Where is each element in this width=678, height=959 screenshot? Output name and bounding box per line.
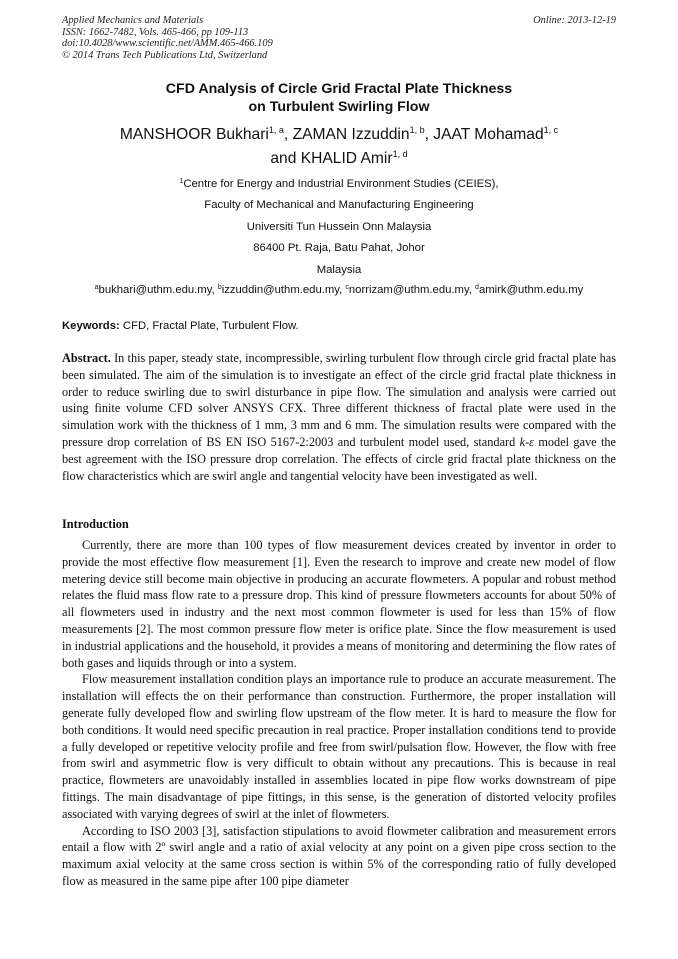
journal-name: Applied Mechanics and Materials [62, 15, 204, 26]
email-separator: , [468, 284, 476, 296]
email-list [62, 280, 616, 301]
journal-header [62, 15, 616, 61]
abstract-text: model gave the best agreement with the ISO pressure drop correlation. The effects of circle grid fractal plate thickness on the flow characteristics which are swirl angle and tangential velocity have been investigated as well. [62, 434, 616, 483]
abstract-paragraph [62, 350, 616, 484]
affiliation-line: Malaysia [316, 263, 362, 276]
email-mark: a [94, 284, 99, 291]
body-paragraph: According to ISO 2003 [3], satisfaction stipulations to avoid flowmeter calibration and measurement errors entail a flow with 2º swirl angle and a ratio of axial velocity at any point on a given pipe cross section to the maximum axial velocity at the same cross section is within 5% of the corresponding ratio of fully developed flow as measured in the same pipe after 100 pipe diameter [62, 823, 616, 888]
introduction-body [62, 537, 616, 890]
email-separator: , [339, 284, 346, 296]
issn-line: ISSN: 1662-7482, Vols. 465-466, pp 109-113 [62, 26, 249, 38]
author-and: and [270, 150, 301, 167]
author-list [62, 123, 616, 171]
affiliation-line: Universiti Tun Hussein Onn Malaysia [246, 220, 432, 233]
email-separator: , [211, 284, 218, 296]
authors-line-2 [62, 147, 616, 171]
author-name: MANSHOOR Bukhari [119, 126, 269, 143]
authors-line-1 [62, 123, 616, 147]
author-affiliation-mark: 1, d [392, 149, 408, 159]
turbulence-model-symbol: k-ε [519, 434, 535, 449]
author-separator: , [283, 126, 293, 143]
email-mark: c [345, 284, 349, 291]
keywords-line [62, 317, 616, 335]
abstract-text: In this paper, steady state, incompressible, swirling turbulent flow through circle grid fractal plate has been simulated. The aim of the simulation is to investigate an effect of the circle grid fractal plate thickness in order to reduce swirling due to swirl disturbance in pipe flow. The simulation and analysis were carried out using finite volume CFD solver ANSYS CFX. Three different thickness of fractal plate were used in the simulation work with the thickness of 1 mm, 3 mm and 6 mm. The simulation results were compared with the pressure drop correlation of BS EN ISO 5167-2:2003 and turbulent model used, standard [62, 351, 616, 449]
email-address[interactable]: bukhari@uthm.edu.my [98, 284, 212, 296]
keywords-text: CFD, Fractal Plate, Turbulent Flow. [119, 320, 299, 332]
author-name: ZAMAN Izzuddin [292, 126, 410, 143]
paper-title [62, 80, 616, 116]
affiliation-mark: 1 [179, 178, 184, 185]
affiliation-line: $^1$Centre for Energy and Industrial Environment Studies (CEIES), [179, 178, 499, 190]
author-affiliation-mark: 1, b [409, 125, 425, 135]
author-name: KHALID Amir [300, 150, 393, 167]
email-address[interactable]: norrizam@uthm.edu.my [348, 284, 469, 296]
online-date: Online: 2013-12-19 [533, 15, 616, 26]
title-line-2: on Turbulent Swirling Flow [248, 99, 430, 115]
copyright-line: © 2014 Trans Tech Publications Ltd, Switzerland [62, 49, 268, 61]
author-affiliation-mark: 1, c [543, 125, 559, 135]
email-mark: b [217, 284, 222, 291]
body-paragraph: Flow measurement installation condition plays an importance rule to produce an accurate measurement. The installation will effects the on their performance than construction. Furthermore, the proper installation will generate fully developed flow and swirling flow upstream of the flow meter. It is hard to measure the flow for both conditions. It would need specific precaution in real practice. Proper installation conditions tend to provide a fully developed or repetitive velocity profile and free from swirl/pulsation flow. However, the flow with free from swirl and asymmetric flow is very difficult to obtain without any precautions. This is because in real practice, flowmeters are unavoidably installed in assemblies located in pipe flow works downstream of pipe fittings. The main disadvantage of pipe fittings, in this sense, is the generation of distorted velocity profiles associated with varying degrees of swirl at the inlet of flowmeters. [62, 672, 616, 821]
section-heading: Introduction [62, 517, 129, 531]
author-affiliation-mark: 1, a [268, 125, 284, 135]
author-name: JAAT Mohamad [433, 126, 544, 143]
title-line-1: CFD Analysis of Circle Grid Fractal Plate Thickness [165, 81, 513, 97]
keywords-label: Keywords: [62, 320, 120, 332]
doi-line: doi:10.4028/www.scientific.net/AMM.465-466.109 [62, 38, 273, 49]
email-address[interactable]: amirk@uthm.edu.my [478, 284, 584, 296]
body-paragraph: Currently, there are more than 100 types of flow measurement devices created by inventor in order to provide the most effective flow measurement [1]. Even the research to improve and create new model of flow metering device still become main objective in producing an accurate flowmeters. A popular and robust method relates the fluid mass flow rate to a pressure drop. This kind of pressure flowmeters accounts for about 50% of all flowmeters used in industry and the next most common flowmeter is used for less than 15% of flow measurements [2]. The most common pressure flow meter is orifice plate. Since the flow measurement is used in industrial applications and the household, it provides a means of monitoring and determining the flow rates of both gases and liquids through or into a system. [62, 538, 616, 670]
author-separator: , [424, 126, 434, 143]
affiliation-block [62, 174, 616, 281]
affiliation-line: 86400 Pt. Raja, Batu Pahat, Johor [253, 242, 425, 255]
abstract-label: Abstract. [62, 351, 111, 365]
email-address[interactable]: izzuddin@uthm.edu.my [221, 284, 340, 296]
affiliation-line: Faculty of Mechanical and Manufacturing Engineering [204, 199, 474, 212]
email-mark: d [475, 284, 479, 291]
